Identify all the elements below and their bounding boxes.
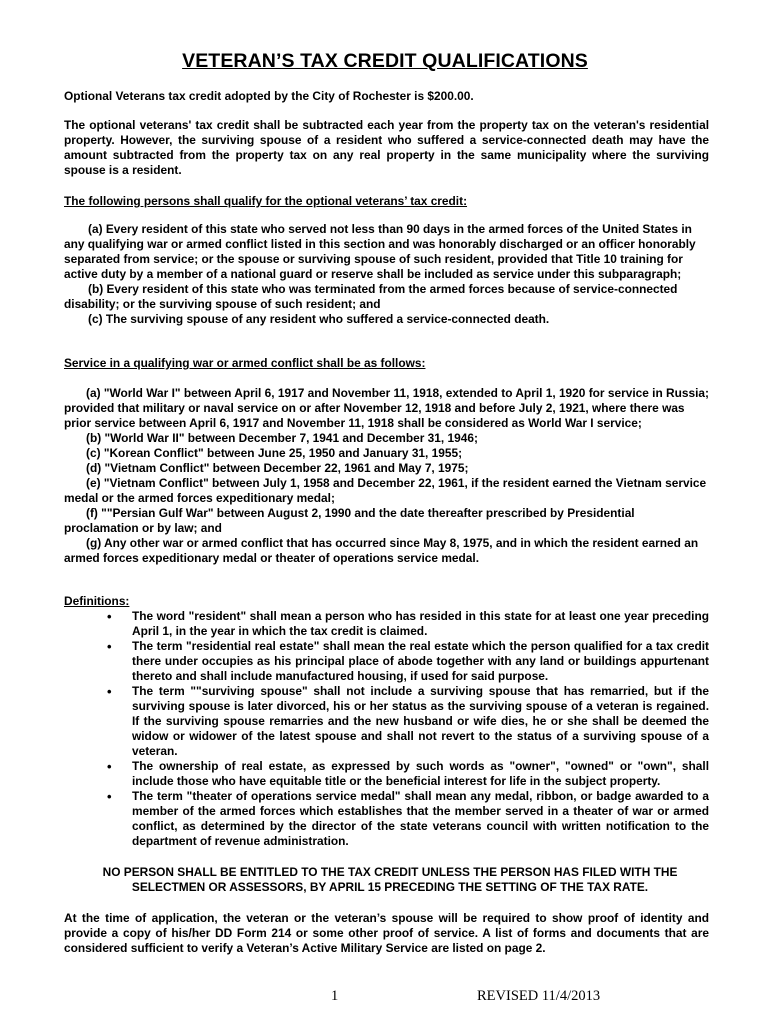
definition-text: The word "resident" shall mean a person who has resided in this state for at least one year preceding April 1, in the year in which the tax credit is claimed.	[132, 609, 709, 638]
definition-text: The ownership of real estate, as expressed by such words as "owner", "owned" or "own", shall include those who have equitable title or the beneficial interest for life in the subject property.	[132, 759, 709, 788]
qualify-heading: The following persons shall qualify for the optional veterans’ tax credit:	[64, 194, 468, 208]
qualify-item-a: (a) Every resident of this state who served not less than 90 days in the armed forces of the United States in any qualifying war or armed conflict listed in this section and was honorably discharged or an officer honorably separated from service; or the spouse or surviving spouse of such resident, provided that Title 10 training for active duty by a member of a national guard or reserve shall be included as service under this subparagraph;	[64, 222, 696, 281]
filing-notice: NO PERSON SHALL BE ENTITLED TO THE TAX CREDIT UNLESS THE PERSON HAS FILED WITH THE SELECTMEN OR ASSESSORS, BY APRIL 15 PRECEDING THE SETTING OF THE TAX RATE.	[102, 865, 678, 894]
definition-text: The term ""surviving spouse" shall not include a surviving spouse that has remarried, but if the surviving spouse is later divorced, his or her status as the surviving spouse of a veteran is regained. If the surviving spouse remarries and the new husband or wife dies, he or she shall be deemed the widow or widower of the latest spouse and shall not revert to the status of a surviving spouse of a veteran.	[132, 684, 709, 758]
service-item-a: (a) "World War I" between April 6, 1917 and November 11, 1918, extended to April 1, 1920 for service in Russia; provided that military or naval service on or after November 12, 1918 and before July 2, 1921, where there was prior service between April 6, 1917 and November 11, 1918 shall be considered as World War I service;	[64, 386, 709, 430]
document-title: VETERAN’S TAX CREDIT QUALIFICATIONS	[182, 50, 588, 72]
revised-date: REVISED 11/4/2013	[477, 988, 601, 1004]
service-item-e: (e) "Vietnam Conflict" between July 1, 1958 and December 22, 1961, if the resident earned the Vietnam service medal or the armed forces expeditionary medal;	[64, 476, 707, 505]
qualify-list	[64, 222, 709, 327]
service-heading: Service in a qualifying war or armed conflict shall be as follows:	[64, 356, 426, 370]
definition-text: The term "residential real estate" shall mean the real estate which the person qualified for a tax credit there under occupies as his principal place of abode together with any land or buildings appurtenant thereto and shall include manufactured housing, if used for said purpose.	[132, 639, 709, 683]
service-list	[64, 386, 709, 566]
definition-item	[107, 759, 709, 789]
definitions-list	[107, 609, 709, 849]
bullet-icon: •	[107, 759, 112, 774]
bullet-icon: •	[107, 684, 112, 699]
definitions-heading: Definitions:	[64, 594, 130, 608]
intro-text: Optional Veterans tax credit adopted by the City of Rochester is $200.00.	[64, 89, 474, 103]
service-item-d: (d) "Vietnam Conflict" between December 22, 1961 and May 7, 1975;	[86, 461, 469, 475]
bullet-icon: •	[107, 789, 112, 804]
page-number: 1	[331, 988, 339, 1004]
definition-item	[107, 789, 709, 849]
definition-text: The term "theater of operations service medal" shall mean any medal, ribbon, or badge awarded to a member of the armed forces which establishes that the member served in a theater of war or armed conflict, as determined by the director of the state veterans council with written notification to the department of revenue administration.	[132, 789, 709, 848]
overview-paragraph: The optional veterans' tax credit shall be subtracted each year from the property tax on the veteran's residential property. However, the surviving spouse of a resident who suffered a service-connected death may have the amount subtracted from the property tax on any real property in the same municipality where the surviving spouse is a resident.	[64, 118, 709, 177]
service-item-g: (g) Any other war or armed conflict that has occurred since May 8, 1975, and in which the resident earned an armed forces expeditionary medal or theater of operations service medal.	[64, 536, 699, 565]
closing-paragraph: At the time of application, the veteran or the veteran’s spouse will be required to show proof of identity and provide a copy of his/her DD Form 214 or some other proof of service. A list of forms and documents that are considered sufficient to verify a Veteran’s Active Military Service are listed on page 2.	[64, 911, 709, 955]
bullet-icon: •	[107, 639, 112, 654]
definition-item	[107, 639, 709, 684]
service-item-f: (f) ""Persian Gulf War" between August 2, 1990 and the date thereafter prescribed by Presidential proclamation or by law; and	[64, 506, 635, 535]
qualify-item-c: (c) The surviving spouse of any resident who suffered a service-connected death.	[88, 312, 550, 326]
definition-item	[107, 609, 709, 639]
definition-item	[107, 684, 709, 759]
service-item-b: (b) "World War II" between December 7, 1941 and December 31, 1946;	[86, 431, 478, 445]
service-item-c: (c) "Korean Conflict" between June 25, 1950 and January 31, 1955;	[86, 446, 463, 460]
bullet-icon: •	[107, 609, 112, 624]
qualify-item-b: (b) Every resident of this state who was terminated from the armed forces because of service-connected disability; or the surviving spouse of such resident; and	[64, 282, 678, 311]
